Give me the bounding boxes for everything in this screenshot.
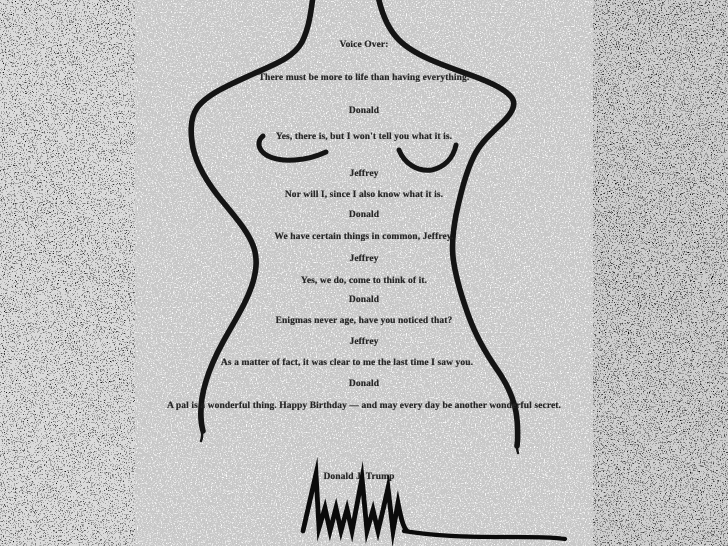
backdrop-right-panel	[593, 0, 728, 546]
typed-signature-name: Donald J. Trump	[323, 472, 395, 482]
dialogue-line: Yes, we do, come to think of it.	[300, 276, 428, 286]
dialogue-line: As a matter of fact, it was clear to me the last time I saw you.	[220, 358, 474, 368]
trump-signature-drawing	[135, 0, 593, 546]
signature-stroke	[303, 474, 407, 531]
backdrop-left-panel	[0, 0, 135, 546]
backdrop-right-grain	[593, 0, 728, 546]
speaker-jeffrey: Jeffrey	[349, 169, 379, 179]
voice-over-heading: Voice Over:	[339, 40, 389, 50]
dialogue-closing-line: A pal is a wonderful thing. Happy Birthday — and may every day be another wonderful secret.	[166, 401, 562, 411]
speaker-donald: Donald	[348, 210, 380, 220]
letter-paper	[135, 0, 593, 546]
speaker-donald: Donald	[348, 295, 380, 305]
signature-underline	[404, 531, 565, 539]
dialogue-line: There must be more to life than having everything.	[258, 73, 470, 83]
speaker-jeffrey: Jeffrey	[349, 254, 379, 264]
speaker-donald: Donald	[348, 106, 380, 116]
dialogue-line: Yes, there is, but I won't tell you what it is.	[275, 132, 453, 142]
dialogue-line: We have certain things in common, Jeffrey.	[274, 232, 454, 242]
speaker-jeffrey: Jeffrey	[349, 337, 379, 347]
backdrop-left-grain	[0, 0, 135, 546]
speaker-donald: Donald	[348, 379, 380, 389]
dialogue-line: Nor will I, since I also know what it is.	[284, 190, 444, 200]
dialogue-line: Enigmas never age, have you noticed that?	[275, 316, 453, 326]
